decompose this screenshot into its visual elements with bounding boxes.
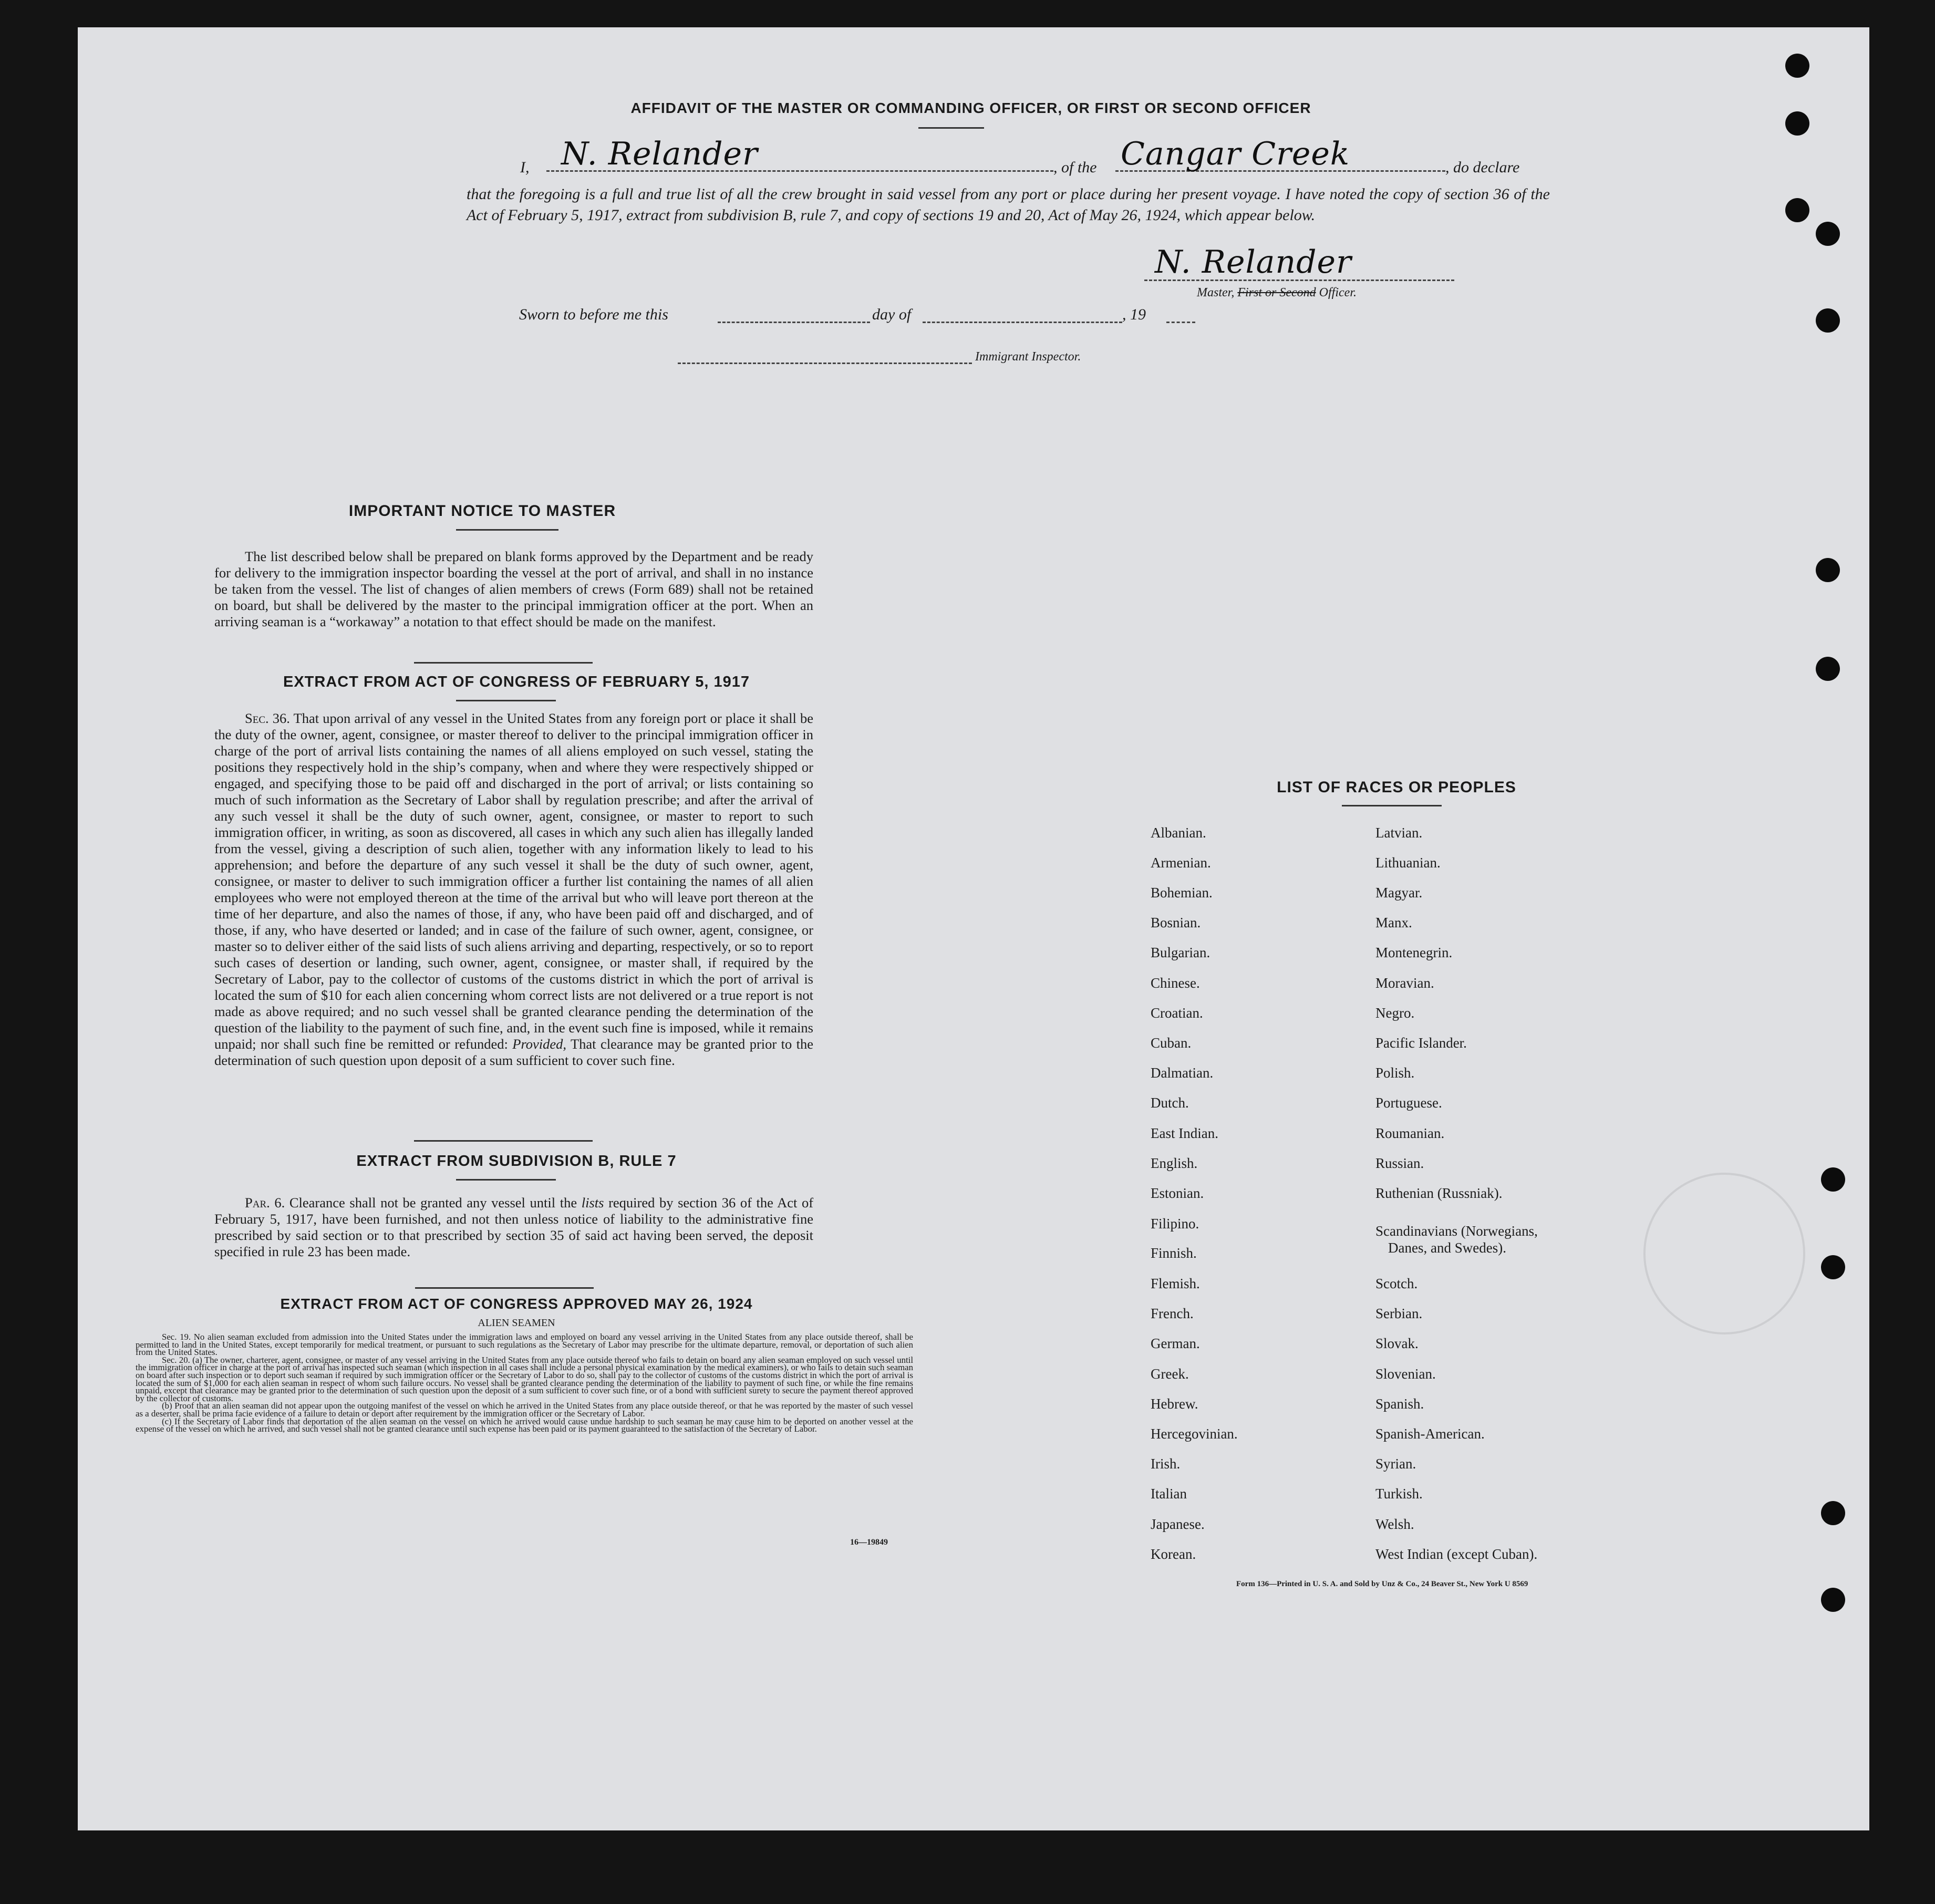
extract-1917-underline bbox=[456, 700, 556, 701]
race-item: French. bbox=[1151, 1306, 1194, 1321]
faint-stamp bbox=[1643, 1173, 1805, 1334]
extract-rule7-body bbox=[214, 1195, 813, 1260]
affidavit-do-declare: , do declare bbox=[1445, 159, 1520, 176]
race-item: Greek. bbox=[1151, 1366, 1189, 1382]
race-item: Turkish. bbox=[1375, 1486, 1423, 1502]
race-item: Dalmatian. bbox=[1151, 1065, 1214, 1081]
sworn-month-blank bbox=[923, 306, 1122, 323]
notice-title: IMPORTANT NOTICE TO MASTER bbox=[348, 502, 616, 520]
race-item: Ruthenian (Russniak). bbox=[1375, 1185, 1503, 1201]
race-item: Italian bbox=[1151, 1486, 1187, 1502]
extract-rule7-underline bbox=[456, 1179, 556, 1181]
race-item: West Indian (except Cuban). bbox=[1375, 1546, 1538, 1562]
extract-1924-subtitle: ALIEN SEAMEN bbox=[478, 1317, 555, 1329]
race-item: Welsh. bbox=[1375, 1516, 1414, 1532]
race-item: Negro. bbox=[1375, 1005, 1415, 1021]
race-item: Albanian. bbox=[1151, 825, 1206, 841]
par6-text-2: required by section 36 of the Act of February 5, 1917, have been furnished, and not then unless notice of liability to the administrative fine prescribed by said section or to that prescribed by section 35 of said act having been served, the deposit specified in rule 23 has been made. bbox=[214, 1195, 814, 1259]
race-item: English. bbox=[1151, 1155, 1198, 1171]
race-item: German. bbox=[1151, 1336, 1200, 1351]
affidavit-of-the-label: , of the bbox=[1053, 159, 1097, 176]
master-name-handwritten: N. Relander bbox=[561, 136, 758, 172]
race-item: Scotch. bbox=[1375, 1276, 1418, 1291]
race-item: Bosnian. bbox=[1151, 915, 1201, 930]
punch-hole bbox=[1821, 1255, 1845, 1279]
race-item: Cuban. bbox=[1151, 1035, 1192, 1051]
punch-hole bbox=[1821, 1588, 1845, 1612]
punch-hole bbox=[1785, 198, 1809, 222]
race-item: Syrian. bbox=[1375, 1456, 1416, 1472]
punch-hole bbox=[1821, 1167, 1845, 1192]
vessel-name-line bbox=[1115, 136, 1445, 172]
punch-hole bbox=[1816, 222, 1840, 246]
title-divider bbox=[918, 127, 984, 129]
signature-caption-prefix: Master, bbox=[1197, 286, 1238, 299]
section-divider-rule7 bbox=[414, 1140, 593, 1142]
section-divider-1924 bbox=[415, 1287, 594, 1289]
extract-1924-title: EXTRACT FROM ACT OF CONGRESS APPROVED MAY 26, 1924 bbox=[280, 1296, 753, 1312]
race-item: Hebrew. bbox=[1151, 1396, 1198, 1412]
par6-lists-word: lists bbox=[581, 1195, 604, 1210]
race-item: Montenegrin. bbox=[1375, 945, 1453, 960]
notice-body: The list described below shall be prepared on blank forms approved by the Department and be ready for delivery to the immigration inspector boarding the vessel at the port of arrival, and shall in no instance be taken from the vessel. The list of changes of alien members of crews (Form 689) shall not be retained on board, but shall be delivered by the master to the principal immigration officer at the port. When an arriving seaman is a “workaway” a notation to that effect should be made on the manifest. bbox=[214, 549, 813, 629]
race-item: Latvian. bbox=[1375, 825, 1423, 841]
extract-1917-title: EXTRACT FROM ACT OF CONGRESS OF FEBRUARY 5, 1917 bbox=[283, 674, 750, 690]
races-title: LIST OF RACES OR PEOPLES bbox=[1277, 779, 1516, 796]
race-item: Flemish. bbox=[1151, 1276, 1200, 1291]
sworn-day-label: day of bbox=[872, 306, 912, 323]
signature-caption-struck: First or Second bbox=[1237, 286, 1316, 299]
print-code: 16—19849 bbox=[850, 1538, 888, 1547]
sworn-year-blank bbox=[1166, 306, 1195, 323]
races-underline bbox=[1342, 805, 1442, 806]
inspector-label: Immigrant Inspector. bbox=[975, 350, 1081, 364]
document-page bbox=[78, 27, 1869, 1830]
race-item: Lithuanian. bbox=[1375, 855, 1441, 871]
race-item: Dutch. bbox=[1151, 1095, 1189, 1111]
master-signature-line bbox=[1144, 244, 1454, 281]
signature-caption bbox=[1197, 286, 1357, 300]
sworn-prefix: Sworn to before me this bbox=[519, 306, 668, 323]
punch-hole bbox=[1785, 111, 1809, 136]
race-item: Magyar. bbox=[1375, 885, 1423, 901]
punch-hole bbox=[1816, 558, 1840, 582]
race-item: Bohemian. bbox=[1151, 885, 1213, 901]
affidavit-i-label: I, bbox=[520, 159, 530, 176]
proviso-word: Provided, bbox=[512, 1036, 567, 1052]
punch-hole bbox=[1785, 54, 1809, 78]
race-item: Danes, and Swedes). bbox=[1388, 1240, 1506, 1256]
vessel-name-handwritten: Cangar Creek bbox=[1121, 136, 1350, 172]
punch-hole bbox=[1816, 657, 1840, 681]
extract-1924-body bbox=[136, 1333, 913, 1433]
notice-divider bbox=[456, 529, 558, 531]
affidavit-body: that the foregoing is a full and true list of all the crew brought in said vessel from any port or place during her present voyage. I have noted the copy of section 36 of the Act of February 5, 1917, extract from subdivision B, rule 7, and copy of sections 19 and 20, Act of May 26, 1924, which appear below. bbox=[467, 185, 1550, 224]
sworn-day-blank bbox=[718, 306, 870, 323]
inspector-signature-line bbox=[678, 350, 972, 364]
race-item: Slovak. bbox=[1375, 1336, 1419, 1351]
race-item: Croatian. bbox=[1151, 1005, 1203, 1021]
race-item: Scandinavians (Norwegians, bbox=[1375, 1223, 1538, 1239]
race-item: Estonian. bbox=[1151, 1185, 1204, 1201]
race-item: Spanish. bbox=[1375, 1396, 1424, 1412]
sec36-text: That upon arrival of any vessel in the United States from any foreign port or place it shall be the duty of the owner, agent, consignee, or master thereof to deliver to the principal immigration officer in charge of the port of arrival lists containing the names of all aliens employed on such vessel, stating the positions they respectively hold in the ship’s company, when and where they were respectively shipped or engaged, and specifying those to be paid off and discharged in the port of arrival; or lists containing so much of such information as the Secretary of Labor shall by regulation prescribe; and after the arrival of any such vessel it shall be the duty of such owner, agent, consignee, or master to report to such immigration officer, in writing, as soon as discovered, all cases in which any such alien has illegally landed from the vessel, giving a description of such alien, together with any information likely to lead to his apprehension; and before the departure of any such vessel it shall be the duty of such owner, agent, consignee, or master to deliver to such immigration officer a further list containing the names of all alien employees who were not employed thereon at the time of the arrival but who will leave port thereon at the time of her departure, and also the names of those, if any, who have been paid off and discharged, and of those, if any, who have deserted or landed; and in case of the failure of such owner, agent, consignee, or master so to deliver either of the said lists of such aliens arriving and departing, respectively, or so to report such cases of desertion or landing, such owner, agent, consignee, or master shall, if required by the Secretary of Labor, pay to the collector of customs of the customs district in which the port of arrival is located the sum of $10 for each alien concerning whom correct lists are not delivered or a true report is not made as above required; and no such vessel shall be granted clearance pending the determination of the question of the liability to the payment of such fine, and, in the event such fine is imposed, while it remains unpaid; nor shall such fine be remitted or refunded: bbox=[214, 710, 813, 1052]
extract-rule7-title: EXTRACT FROM SUBDIVISION B, RULE 7 bbox=[356, 1153, 677, 1170]
race-item: Irish. bbox=[1151, 1456, 1181, 1472]
par6-text-1: Clearance shall not be granted any vessel until the bbox=[289, 1195, 577, 1210]
race-item: Armenian. bbox=[1151, 855, 1211, 871]
master-signature-handwritten: N. Relander bbox=[1155, 244, 1352, 281]
race-item: Polish. bbox=[1375, 1065, 1415, 1081]
race-item: Moravian. bbox=[1375, 975, 1434, 991]
race-item: Russian. bbox=[1375, 1155, 1424, 1171]
race-item: Bulgarian. bbox=[1151, 945, 1210, 960]
race-item: Hercegovinian. bbox=[1151, 1426, 1238, 1442]
sworn-year-label: , 19 bbox=[1122, 306, 1146, 323]
master-name-line bbox=[546, 136, 1053, 172]
sec19-text: Sec. 19. No alien seaman excluded from admission into the United States under the immigration laws and employed on board any vessel arriving in the United States from any place outside thereof, shall be permitted to land in the United States, except temporarily for medical treatment, or pursuant to such regulations as the Secretary of Labor may prescribe for the ultimate departure, removal, or deportation of such alien from the United States. bbox=[136, 1332, 913, 1358]
signature-caption-suffix: Officer. bbox=[1316, 286, 1357, 299]
races-left-column bbox=[1151, 825, 1340, 1576]
races-right-column bbox=[1375, 825, 1617, 1576]
race-item: Slovenian. bbox=[1375, 1366, 1436, 1382]
race-item: Chinese. bbox=[1151, 975, 1200, 991]
punch-hole bbox=[1816, 308, 1840, 333]
sec20c-text: (c) If the Secretary of Labor finds that deportation of the alien seaman on the vessel on which he arrived would cause undue hardship to such seaman he may cause him to be deported on another vessel at the expense of the vessel on which he arrived, and such vessel shall not be granted clearance until such expense has been paid or its payment guaranteed to the satisfaction of the Secretary of Labor. bbox=[136, 1416, 913, 1434]
race-item: Serbian. bbox=[1375, 1306, 1423, 1321]
proviso-text: That clearance may be granted prior to the determination of such question upon deposit of a sum sufficient to cover such fine. bbox=[214, 1036, 814, 1068]
form-printing-note: Form 136—Printed in U. S. A. and Sold by Unz & Co., 24 Beaver St., New York U 8569 bbox=[1236, 1580, 1528, 1588]
race-item: Spanish-American. bbox=[1375, 1426, 1485, 1442]
race-item: Filipino. bbox=[1151, 1216, 1199, 1232]
punch-hole bbox=[1821, 1501, 1845, 1525]
extract-1917-body bbox=[214, 710, 813, 1069]
section-divider-1917 bbox=[414, 662, 593, 664]
par6-label: Par. 6. bbox=[245, 1195, 285, 1210]
sec36-label: Sec. 36. bbox=[245, 710, 290, 726]
race-item: Manx. bbox=[1375, 915, 1412, 930]
race-item: Finnish. bbox=[1151, 1245, 1197, 1261]
sec20a-text: Sec. 20. (a) The owner, charterer, agent, consignee, or master of any vessel arriving in the United States from any place outside thereof who fails to detain on board any alien seaman employed on such vessel until the immigration officer in charge at the port of arrival has inspected such seaman (which inspection in all cases shall include a personal physical examination by the medical examiners), or who fails to detain such seaman on board after such inspection or to deport such seaman if required by such immigration officer or the Secretary of Labor to do so, shall pay to the collector of customs of the customs district in which the port of arrival is located the sum of $1,000 for each alien seaman in respect of whom such failure occurs. No vessel shall be granted clearance pending the determination of the liability to payment of such fine, or while the fine remains unpaid, except that clearance may be granted prior to the determination of such question upon the deposit of a sum sufficient to cover such fine, or of a bond with sufficient surety to secure the payment thereof approved by the collector of customs. bbox=[136, 1354, 913, 1403]
race-item: Korean. bbox=[1151, 1546, 1196, 1562]
affidavit-title: AFFIDAVIT OF THE MASTER OR COMMANDING OFFICER, OR FIRST OR SECOND OFFICER bbox=[630, 100, 1311, 116]
race-item: Roumanian. bbox=[1375, 1125, 1445, 1141]
race-item: East Indian. bbox=[1151, 1125, 1218, 1141]
sec20b-text: (b) Proof that an alien seaman did not appear upon the outgoing manifest of the vessel on which he arrived in the United States from any place outside thereof, or that he was reported by the master of such vessel as a deserter, shall be prima facie evidence of a failure to detain or deport after requirement by the immigration officer or the Secretary of Labor. bbox=[136, 1401, 913, 1419]
race-item: Pacific Islander. bbox=[1375, 1035, 1467, 1051]
race-item: Japanese. bbox=[1151, 1516, 1205, 1532]
race-item: Portuguese. bbox=[1375, 1095, 1442, 1111]
